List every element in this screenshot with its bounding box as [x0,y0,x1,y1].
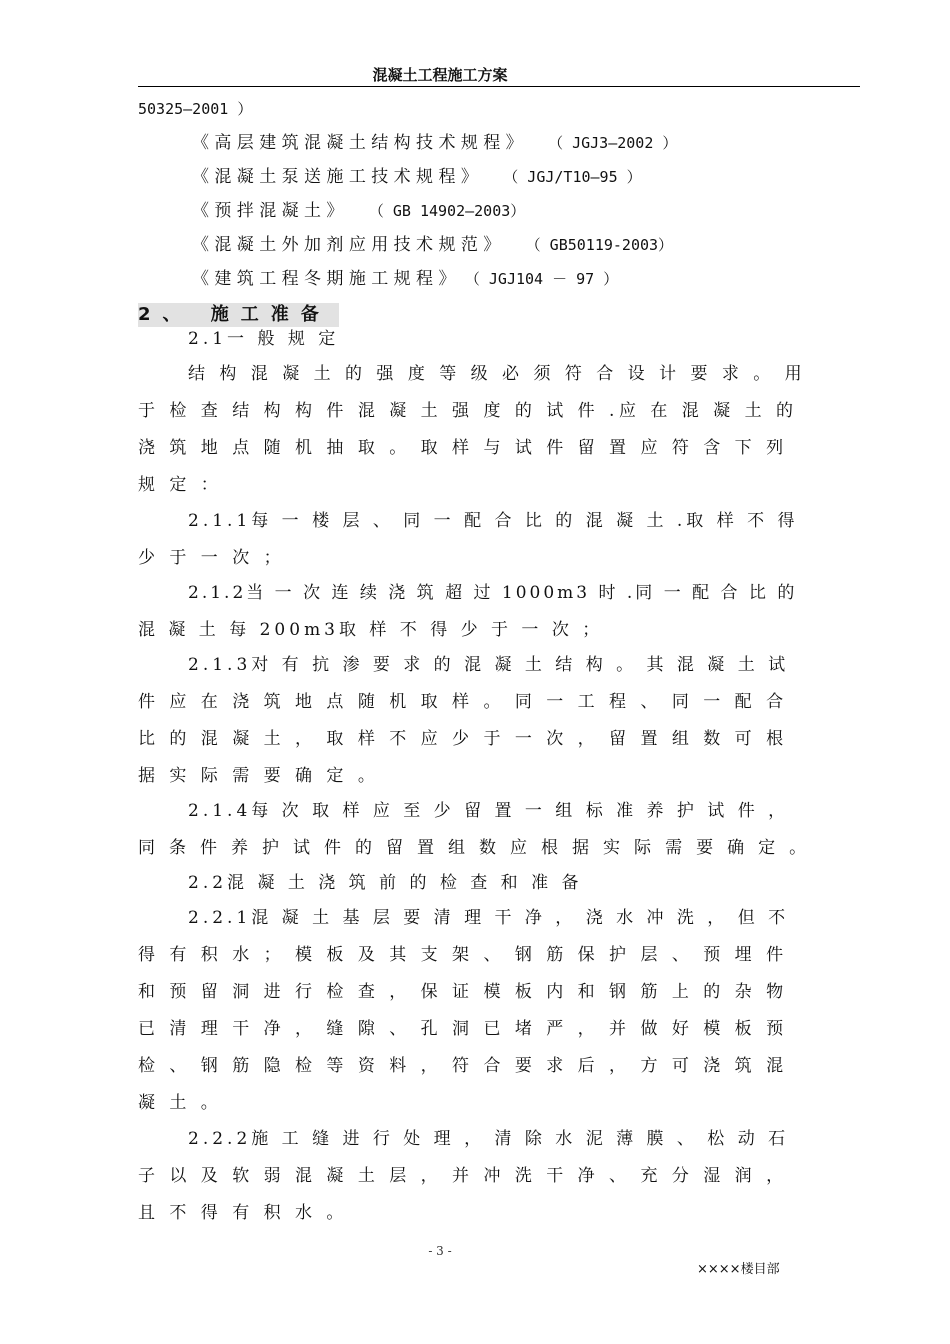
standard-code: （ JGJ/T10—95 ） [503,168,642,186]
body-line: 件 应 在 浇 筑 地 点 随 机 取 样 。 同 一 工 程 、 同 一 配 合 [138,692,788,712]
standard-code: （ GB 14902—2003） [368,202,526,220]
body-line: 得 有 积 水 ； 模 板 及 其 支 架 、 钢 筋 保 护 层 、 预 埋 件 [138,945,788,965]
subsection-heading: 2.1一 般 规 定 [188,329,340,349]
standard-item [192,166,642,188]
body-line: 规 定 ： [138,475,223,495]
body-line: 和 预 留 洞 进 行 检 查 ， 保 证 模 板 内 和 钢 筋 上 的 杂 物 [138,982,788,1002]
footer-department: ××××楼目部 [697,1262,780,1277]
body-line: 少 于 一 次 ； [138,548,286,568]
body-line: 浇 筑 地 点 随 机 抽 取 。 取 样 与 试 件 留 置 应 符 含 下 列 [138,438,788,458]
body-line: 混 凝 土 每 200m3取 样 不 得 少 于 一 次 ； [138,620,604,640]
standard-item [192,200,525,222]
subsection-heading: 2.2混 凝 土 浇 筑 前 的 检 查 和 准 备 [188,873,583,893]
body-line: 2.2.1混 凝 土 基 层 要 清 理 干 净 ， 浇 水 冲 洗 ， 但 不 [188,908,790,928]
body-line: 据 实 际 需 要 确 定 。 [138,766,380,786]
standard-name: 《 混 凝 土 泵 送 施 工 技 术 规 程 》 [192,167,478,187]
standard-code: （ GB50119-2003） [525,236,674,254]
standard-name: 《 高 层 建 筑 混 凝 土 结 构 技 术 规 程 》 [192,133,523,153]
page-header-title: 混凝土工程施工方案 [372,66,508,84]
body-line: 子 以 及 软 弱 混 凝 土 层 ， 并 冲 洗 干 净 、 充 分 湿 润 ， [138,1166,788,1186]
standard-name: 《 混 凝 土 外 加 剂 应 用 技 术 规 范 》 [192,235,501,255]
body-line: 2.1.1每 一 楼 层 、 同 一 配 合 比 的 混 凝 土 .取 样 不 得 [188,511,799,531]
body-line: 同 条 件 养 护 试 件 的 留 置 组 数 应 根 据 实 际 需 要 确 定 。 [138,838,811,858]
body-line: 2.1.3对 有 抗 渗 要 求 的 混 凝 土 结 构 。 其 混 凝 土 试 [188,655,790,675]
body-line: 结 构 混 凝 土 的 强 度 等 级 必 须 符 合 设 计 要 求 。 用 [188,364,807,384]
page-number: - 3 - [428,1244,452,1258]
standard-name: 《 建 筑 工 程 冬 期 施 工 规 程 》 [192,269,456,289]
section-heading: 2、 施工准备 [138,303,339,327]
standard-code: （ JGJ104 － 97 ） [464,270,619,288]
standard-item [192,132,677,154]
standard-code: （ JGJ3—2002 ） [548,134,678,152]
standard-name: 《 预 拌 混 凝 土 》 [192,201,344,221]
standard-item [192,234,673,256]
body-line: 已 清 理 干 净 ， 缝 隙 、 孔 洞 已 堵 严 ， 并 做 好 模 板 预 [138,1019,788,1039]
body-line: 2.1.2当 一 次 连 续 浇 筑 超 过 1000m3 时 .同 一 配 合 比 的 [188,583,798,603]
standard-continuation: 50325—2001 ） [138,100,253,118]
body-line: 且 不 得 有 积 水 。 [138,1203,348,1223]
body-line: 检 、 钢 筋 隐 检 等 资 料 ， 符 合 要 求 后 ， 方 可 浇 筑 混 [138,1056,788,1076]
header-rule [138,86,860,87]
body-line: 2.2.2施 工 缝 进 行 处 理 ， 清 除 水 泥 薄 膜 、 松 动 石 [188,1129,790,1149]
standard-item [192,268,618,290]
body-line: 2.1.4每 次 取 样 应 至 少 留 置 一 组 标 准 养 护 试 件 ， [188,801,790,821]
body-line: 凝 土 。 [138,1093,223,1113]
body-line: 比 的 混 凝 土 ， 取 样 不 应 少 于 一 次 ， 留 置 组 数 可 根 [138,729,788,749]
body-line: 于 检 查 结 构 构 件 混 凝 土 强 度 的 试 件 .应 在 混 凝 土 的 [138,401,798,421]
